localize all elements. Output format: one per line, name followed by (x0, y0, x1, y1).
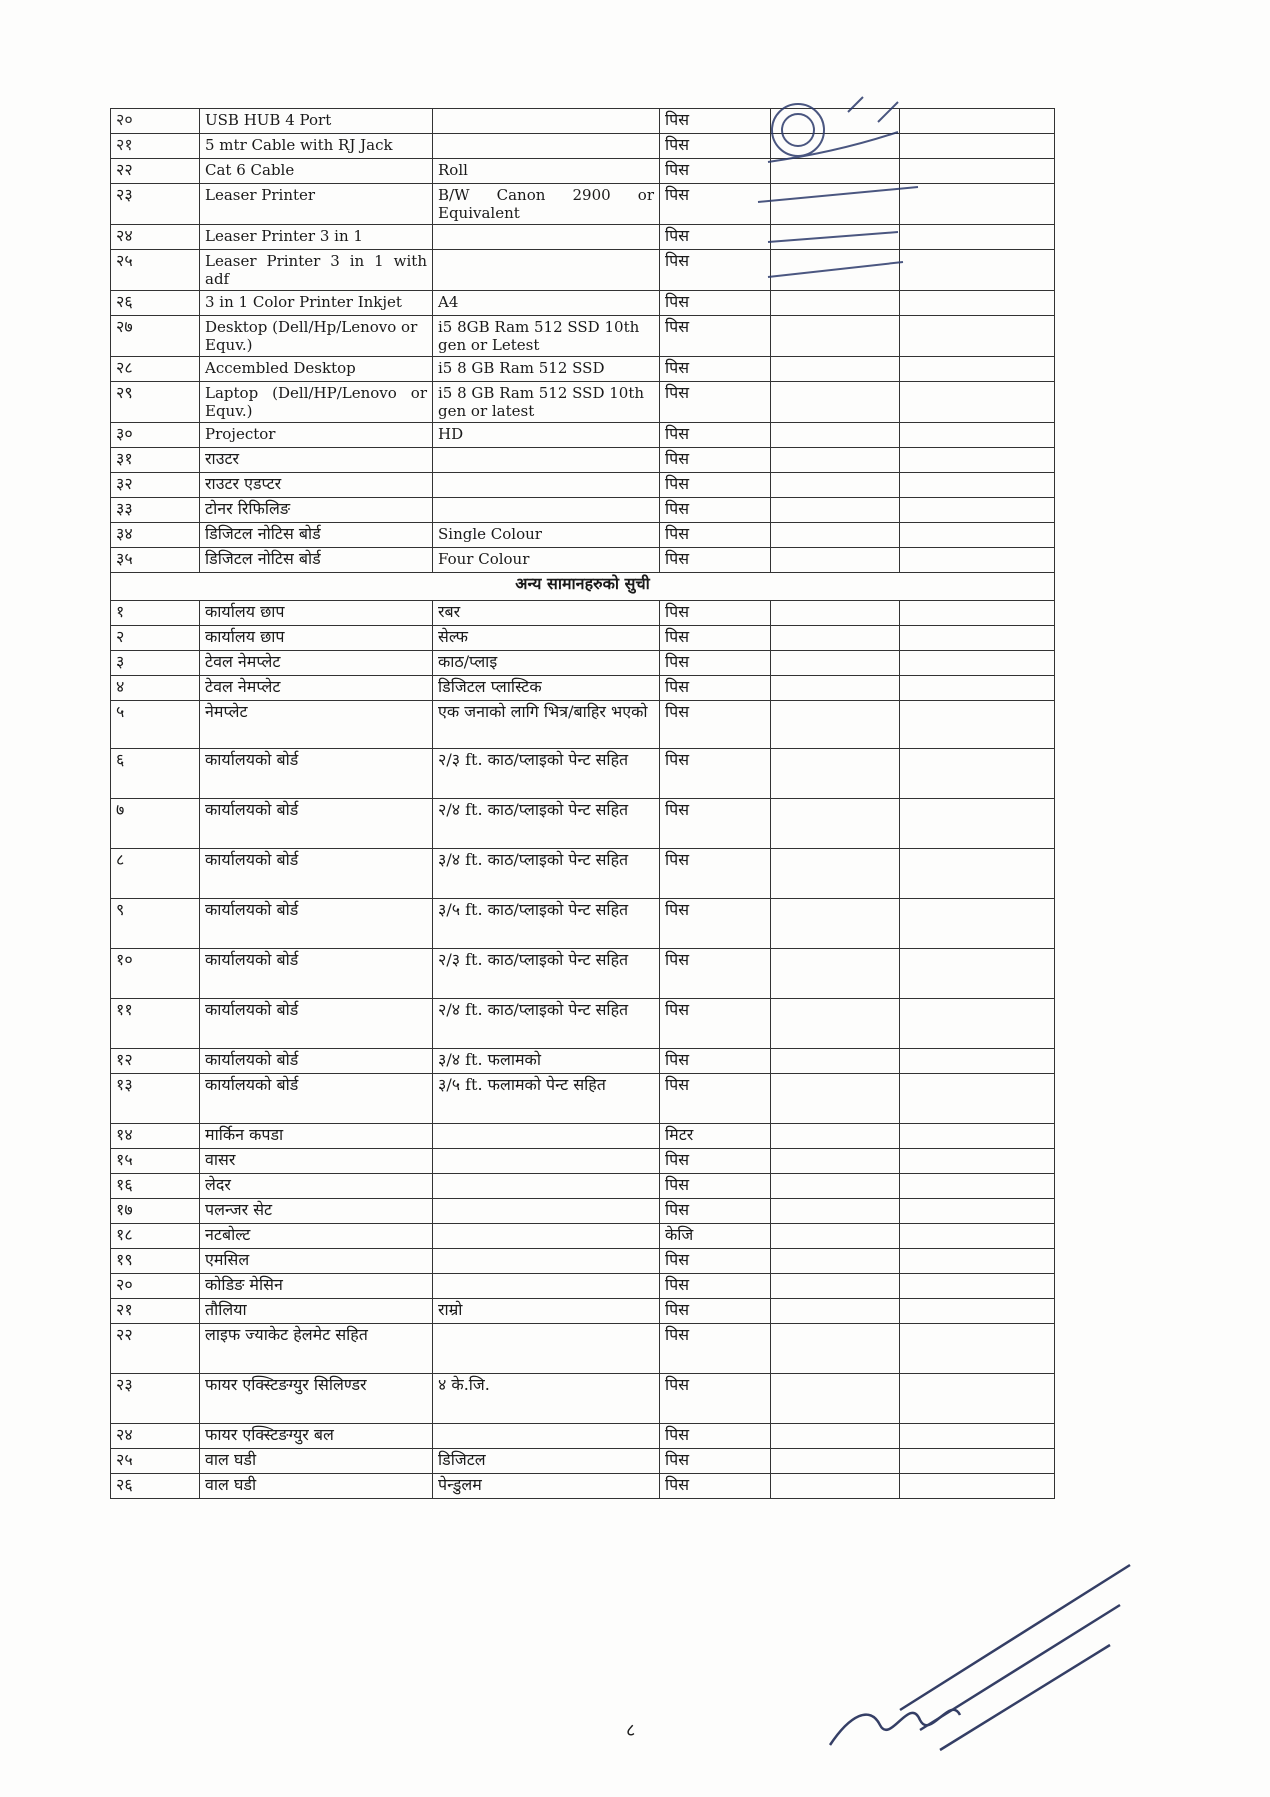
item-spec (433, 225, 660, 250)
row-number: १४ (111, 1124, 200, 1149)
item-spec (433, 1324, 660, 1374)
item-name: Cat 6 Cable (200, 159, 433, 184)
table-row (111, 498, 1055, 523)
table-row (111, 999, 1055, 1049)
empty-cell (900, 1299, 1055, 1324)
item-unit: पिस (660, 109, 771, 134)
table-row (111, 1199, 1055, 1224)
table-row (111, 1174, 1055, 1199)
table-row (111, 701, 1055, 749)
item-unit: पिस (660, 949, 771, 999)
item-name: कार्यालय छाप (200, 626, 433, 651)
row-number: १७ (111, 1199, 200, 1224)
row-number: १ (111, 601, 200, 626)
item-spec: रबर (433, 601, 660, 626)
signature-line (940, 1645, 1110, 1750)
item-spec (433, 1274, 660, 1299)
empty-cell (771, 1299, 900, 1324)
item-name: 3 in 1 Color Printer Inkjet (200, 291, 433, 316)
empty-cell (771, 1224, 900, 1249)
item-unit: पिस (660, 423, 771, 448)
item-spec (433, 448, 660, 473)
empty-cell (771, 1424, 900, 1449)
empty-cell (900, 676, 1055, 701)
stamp-arc (768, 132, 898, 162)
row-number: १९ (111, 1249, 200, 1274)
item-unit: पिस (660, 1449, 771, 1474)
empty-cell (900, 1374, 1055, 1424)
table-row (111, 949, 1055, 999)
table-row (111, 1224, 1055, 1249)
stamp-line (768, 262, 903, 277)
row-number: २२ (111, 1324, 200, 1374)
empty-cell (900, 651, 1055, 676)
table-row (111, 1049, 1055, 1074)
item-unit: पिस (660, 448, 771, 473)
item-spec: डिजिटल (433, 1449, 660, 1474)
item-name: एमसिल (200, 1249, 433, 1274)
item-name: तौलिया (200, 1299, 433, 1324)
item-unit: मिटर (660, 1124, 771, 1149)
item-spec: HD (433, 423, 660, 448)
item-unit: पिस (660, 601, 771, 626)
row-number: २४ (111, 225, 200, 250)
empty-cell (771, 999, 900, 1049)
item-name: Leaser Printer (200, 184, 433, 225)
empty-cell (771, 799, 900, 849)
row-number: ३३ (111, 498, 200, 523)
item-spec: ३/४ ft. काठ/प्लाइको पेन्ट सहित (433, 849, 660, 899)
empty-cell (771, 1474, 900, 1499)
empty-cell (771, 849, 900, 899)
table-row (111, 382, 1055, 423)
empty-cell (900, 423, 1055, 448)
table-row (111, 1299, 1055, 1324)
item-name: वासर (200, 1149, 433, 1174)
row-number: २० (111, 1274, 200, 1299)
item-name: कार्यालयको बोर्ड (200, 1049, 433, 1074)
item-name: टेवल नेमप्लेट (200, 676, 433, 701)
item-unit: पिस (660, 849, 771, 899)
item-name: डिजिटल नोटिस बोर्ड (200, 548, 433, 573)
item-spec: i5 8 GB Ram 512 SSD (433, 357, 660, 382)
table-row (111, 548, 1055, 573)
item-unit: पिस (660, 676, 771, 701)
stamp-mark (848, 97, 898, 122)
empty-cell (900, 1449, 1055, 1474)
empty-cell (900, 626, 1055, 651)
row-number: २२ (111, 159, 200, 184)
item-spec: २/३ ft. काठ/प्लाइको पेन्ट सहित (433, 749, 660, 799)
table-row (111, 1074, 1055, 1124)
item-spec: Roll (433, 159, 660, 184)
row-number: १६ (111, 1174, 200, 1199)
item-name: डिजिटल नोटिस बोर्ड (200, 523, 433, 548)
item-name: कोडिङ मेसिन (200, 1274, 433, 1299)
row-number: ३० (111, 423, 200, 448)
item-name: कार्यालयको बोर्ड (200, 749, 433, 799)
item-spec (433, 1199, 660, 1224)
empty-cell (771, 548, 900, 573)
item-name: टोनर रिफिलिङ (200, 498, 433, 523)
office-stamp (728, 92, 948, 322)
empty-cell (900, 749, 1055, 799)
item-unit: पिस (660, 1199, 771, 1224)
empty-cell (771, 473, 900, 498)
item-spec (433, 250, 660, 291)
row-number: १२ (111, 1049, 200, 1074)
row-number: २५ (111, 1449, 200, 1474)
row-number: २३ (111, 184, 200, 225)
empty-cell (771, 899, 900, 949)
item-spec: २/४ ft. काठ/प्लाइको पेन्ट सहित (433, 999, 660, 1049)
item-spec: पेन्डुलम (433, 1474, 660, 1499)
item-unit: पिस (660, 184, 771, 225)
empty-cell (900, 523, 1055, 548)
item-name: नेमप्लेट (200, 701, 433, 749)
empty-cell (900, 999, 1055, 1049)
row-number: २७ (111, 316, 200, 357)
table-row (111, 1474, 1055, 1499)
table-row (111, 1249, 1055, 1274)
table-row (111, 473, 1055, 498)
empty-cell (900, 1274, 1055, 1299)
item-spec: i5 8 GB Ram 512 SSD 10th gen or latest (433, 382, 660, 423)
item-name: राउटर एडप्टर (200, 473, 433, 498)
empty-cell (900, 1049, 1055, 1074)
item-name: लेदर (200, 1174, 433, 1199)
item-spec: राम्रो (433, 1299, 660, 1324)
empty-cell (771, 382, 900, 423)
item-name: पलन्जर सेट (200, 1199, 433, 1224)
empty-cell (900, 1224, 1055, 1249)
table-row (111, 1149, 1055, 1174)
item-spec: काठ/प्लाइ (433, 651, 660, 676)
item-name: नटबोल्ट (200, 1224, 433, 1249)
empty-cell (900, 1199, 1055, 1224)
row-number: २८ (111, 357, 200, 382)
table-row (111, 749, 1055, 799)
row-number: २५ (111, 250, 200, 291)
item-spec (433, 109, 660, 134)
item-name: Laptop (Dell/HP/Lenovo or Equv.) (200, 382, 433, 423)
item-name: कार्यालयको बोर्ड (200, 849, 433, 899)
row-number: ९ (111, 899, 200, 949)
row-number: ३१ (111, 448, 200, 473)
item-spec: डिजिटल प्लास्टिक (433, 676, 660, 701)
signature-line (900, 1565, 1130, 1710)
table-row (111, 423, 1055, 448)
page-number: ८ (626, 1720, 636, 1741)
item-unit: पिस (660, 473, 771, 498)
item-unit: पिस (660, 999, 771, 1049)
row-number: २ (111, 626, 200, 651)
item-unit: पिस (660, 1474, 771, 1499)
stamp-emblem (772, 104, 824, 156)
item-unit: पिस (660, 225, 771, 250)
row-number: ७ (111, 799, 200, 849)
row-number: ६ (111, 749, 200, 799)
empty-cell (900, 1174, 1055, 1199)
item-spec: Four Colour (433, 548, 660, 573)
item-name: फायर एक्स्टिङग्युर बल (200, 1424, 433, 1449)
table-row (111, 1124, 1055, 1149)
item-unit: पिस (660, 1174, 771, 1199)
item-spec (433, 1124, 660, 1149)
item-unit: पिस (660, 1299, 771, 1324)
row-number: २६ (111, 1474, 200, 1499)
item-name: राउटर (200, 448, 433, 473)
item-spec: Single Colour (433, 523, 660, 548)
item-spec: B/W Canon 2900 or Equivalent (433, 184, 660, 225)
officer-signature (810, 1545, 1140, 1765)
empty-cell (771, 1049, 900, 1074)
item-spec (433, 1424, 660, 1449)
row-number: ४ (111, 676, 200, 701)
item-unit: पिस (660, 523, 771, 548)
empty-cell (900, 799, 1055, 849)
item-name: Desktop (Dell/Hp/Lenovo or Equv.) (200, 316, 433, 357)
item-unit: पिस (660, 291, 771, 316)
item-unit: पिस (660, 382, 771, 423)
item-unit: पिस (660, 498, 771, 523)
item-unit: पिस (660, 1074, 771, 1124)
section-title: अन्य सामानहरुको सुची (111, 573, 1055, 601)
row-number: १३ (111, 1074, 200, 1124)
item-spec: ३/४ ft. फलामको (433, 1049, 660, 1074)
row-number: २६ (111, 291, 200, 316)
item-name: मार्किन कपडा (200, 1124, 433, 1149)
row-number: ३२ (111, 473, 200, 498)
item-name: कार्यालयको बोर्ड (200, 1074, 433, 1124)
section-header-row (111, 573, 1055, 601)
item-unit: पिस (660, 749, 771, 799)
row-number: १८ (111, 1224, 200, 1249)
empty-cell (771, 423, 900, 448)
empty-cell (900, 1149, 1055, 1174)
empty-cell (900, 1424, 1055, 1449)
empty-cell (900, 1124, 1055, 1149)
empty-cell (771, 1124, 900, 1149)
empty-cell (900, 382, 1055, 423)
table-row (111, 357, 1055, 382)
empty-cell (900, 601, 1055, 626)
item-name: फायर एक्स्टिङग्युर सिलिण्डर (200, 1374, 433, 1424)
table-row (111, 799, 1055, 849)
item-spec (433, 134, 660, 159)
table-row (111, 899, 1055, 949)
empty-cell (771, 1249, 900, 1274)
table-row (111, 1324, 1055, 1374)
empty-cell (771, 1324, 900, 1374)
row-number: ८ (111, 849, 200, 899)
stamp-line (768, 232, 898, 242)
empty-cell (900, 701, 1055, 749)
empty-cell (900, 548, 1055, 573)
row-number: २१ (111, 134, 200, 159)
empty-cell (771, 1074, 900, 1124)
row-number: ३४ (111, 523, 200, 548)
empty-cell (771, 701, 900, 749)
row-number: २४ (111, 1424, 200, 1449)
empty-cell (771, 651, 900, 676)
item-name: कार्यालयको बोर्ड (200, 799, 433, 849)
row-number: १० (111, 949, 200, 999)
table-row (111, 1449, 1055, 1474)
table-row (111, 651, 1055, 676)
item-name: Leaser Printer 3 in 1 (200, 225, 433, 250)
table-row (111, 523, 1055, 548)
empty-cell (900, 498, 1055, 523)
item-name: लाइफ ज्याकेट हेलमेट सहित (200, 1324, 433, 1374)
empty-cell (900, 473, 1055, 498)
item-unit: पिस (660, 799, 771, 849)
item-unit: पिस (660, 1324, 771, 1374)
empty-cell (771, 601, 900, 626)
row-number: २१ (111, 1299, 200, 1324)
item-spec (433, 1249, 660, 1274)
empty-cell (771, 626, 900, 651)
stamp-line (758, 187, 918, 202)
item-name: टेवल नेमप्लेट (200, 651, 433, 676)
empty-cell (900, 849, 1055, 899)
item-name: कार्यालयको बोर्ड (200, 999, 433, 1049)
table-row (111, 1274, 1055, 1299)
item-unit: पिस (660, 1374, 771, 1424)
empty-cell (771, 1449, 900, 1474)
item-spec (433, 473, 660, 498)
item-spec: ४ के.जि. (433, 1374, 660, 1424)
table-row (111, 1424, 1055, 1449)
item-name: कार्यालय छाप (200, 601, 433, 626)
item-spec: ३/५ ft. फलामको पेन्ट सहित (433, 1074, 660, 1124)
row-number: २९ (111, 382, 200, 423)
item-spec (433, 1174, 660, 1199)
row-number: २३ (111, 1374, 200, 1424)
item-unit: पिस (660, 1424, 771, 1449)
item-unit: पिस (660, 626, 771, 651)
item-spec (433, 498, 660, 523)
item-name: Leaser Printer 3 in 1 with adf (200, 250, 433, 291)
empty-cell (900, 1474, 1055, 1499)
item-name: कार्यालयको बोर्ड (200, 899, 433, 949)
empty-cell (771, 749, 900, 799)
item-unit: पिस (660, 1274, 771, 1299)
item-spec (433, 1224, 660, 1249)
empty-cell (771, 1149, 900, 1174)
table-row (111, 849, 1055, 899)
row-number: ३५ (111, 548, 200, 573)
item-unit: पिस (660, 316, 771, 357)
empty-cell (900, 1324, 1055, 1374)
empty-cell (771, 1274, 900, 1299)
row-number: १५ (111, 1149, 200, 1174)
empty-cell (771, 1199, 900, 1224)
stamp-emblem-inner (782, 114, 814, 146)
item-spec: A4 (433, 291, 660, 316)
item-unit: पिस (660, 1249, 771, 1274)
item-unit: पिस (660, 357, 771, 382)
empty-cell (771, 1374, 900, 1424)
item-spec: सेल्फ (433, 626, 660, 651)
item-name: Projector (200, 423, 433, 448)
item-unit: पिस (660, 651, 771, 676)
item-unit: पिस (660, 899, 771, 949)
empty-cell (900, 949, 1055, 999)
item-name: USB HUB 4 Port (200, 109, 433, 134)
row-number: ११ (111, 999, 200, 1049)
table-row (111, 601, 1055, 626)
item-unit: पिस (660, 1149, 771, 1174)
item-spec: एक जनाको लागि भित्र/बाहिर भएको (433, 701, 660, 749)
table-row (111, 676, 1055, 701)
empty-cell (771, 357, 900, 382)
signature-line (920, 1605, 1120, 1730)
item-unit: पिस (660, 250, 771, 291)
item-unit: पिस (660, 1049, 771, 1074)
empty-cell (900, 1074, 1055, 1124)
table-row (111, 448, 1055, 473)
item-name: वाल घडी (200, 1474, 433, 1499)
empty-cell (771, 498, 900, 523)
empty-cell (900, 1249, 1055, 1274)
item-spec: i5 8GB Ram 512 SSD 10th gen or Letest (433, 316, 660, 357)
item-spec (433, 1149, 660, 1174)
item-unit: पिस (660, 159, 771, 184)
item-name: Accembled Desktop (200, 357, 433, 382)
row-number: ५ (111, 701, 200, 749)
item-unit: केजि (660, 1224, 771, 1249)
item-unit: पिस (660, 134, 771, 159)
item-spec: २/४ ft. काठ/प्लाइको पेन्ट सहित (433, 799, 660, 849)
table-row (111, 626, 1055, 651)
item-spec: ३/५ ft. काठ/प्लाइको पेन्ट सहित (433, 899, 660, 949)
item-name: 5 mtr Cable with RJ Jack (200, 134, 433, 159)
empty-cell (771, 1174, 900, 1199)
empty-cell (900, 448, 1055, 473)
empty-cell (900, 357, 1055, 382)
empty-cell (900, 899, 1055, 949)
item-name: कार्यालयको बोर्ड (200, 949, 433, 999)
item-unit: पिस (660, 548, 771, 573)
item-name: वाल घडी (200, 1449, 433, 1474)
empty-cell (771, 949, 900, 999)
signature-scribble (830, 1710, 960, 1745)
item-unit: पिस (660, 701, 771, 749)
item-spec: २/३ ft. काठ/प्लाइको पेन्ट सहित (433, 949, 660, 999)
row-number: २० (111, 109, 200, 134)
empty-cell (771, 676, 900, 701)
empty-cell (771, 448, 900, 473)
row-number: ३ (111, 651, 200, 676)
empty-cell (771, 523, 900, 548)
table-row (111, 1374, 1055, 1424)
